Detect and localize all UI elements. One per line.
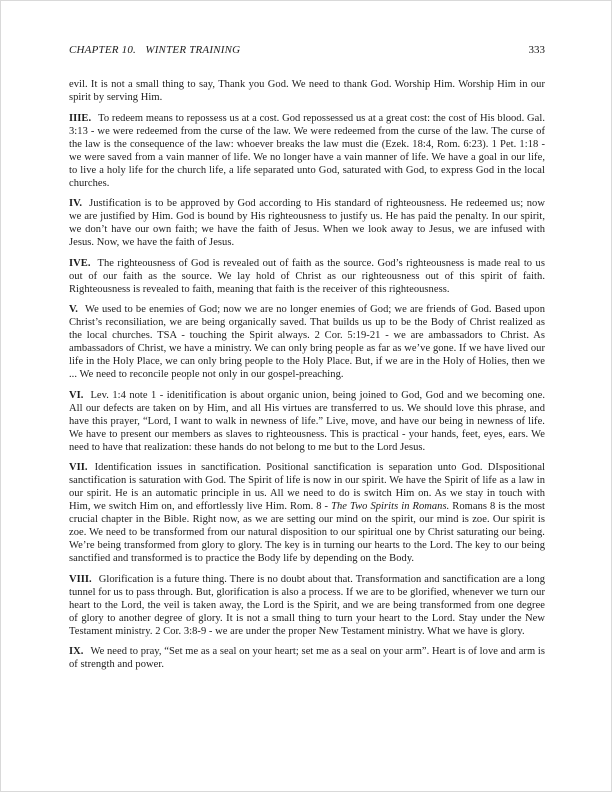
paragraph-label: IVE. [69,257,91,269]
paragraph-label: IIIE. [69,112,92,124]
paragraph-text: Lev. 1:4 note 1 - idenitification is about organic union, being joined to God, God and we becoming one. All our defects are taken on by Him, and all His virtues are transferred to us. We should love this phrase, and have this prayer, “Lord, I want to walk in newness of life.” Live, move, and have our being in newness of life. We have to present our members as slaves to righteousness. This is practical - your hands, feet, eyes, ears. We need to have that realization: these hands do not belong to me but to the Lord Jesus. [69,389,545,453]
paragraph-text: We need to pray, “Set me as a seal on your heart; set me as a seal on your arm”. Heart is of love and arm is of strength and power. [69,646,545,670]
paragraph-v [69,303,545,381]
page-body [69,78,545,671]
paragraph-ive [69,257,545,296]
paragraph-iv [69,197,545,249]
paragraph-text: To redeem means to repossess us at a cost. God repossessed us at a great cost: the cost of His blood. Gal. 3:13 - we were redeemed from the curse of the law. We were redeemed from the curse of the law. The curse of the law is the consequence of the law: whoever breaks the law must die (Ezek. 18:4, Rom. 6:23). 1 Pet. 1:18 - we were saved from a vain manner of life. We no longer have a vain manner of life. We have a goal in our life, to live a holy life for the church life, a life separated unto God, saturated with God, to express God in the local churches. [69,112,545,189]
paragraph-viii [69,573,545,638]
paragraph-text: Identification issues in sanctification. Positional sanctification is separation unto God. DIspositional sanctification is saturation with God. The Spirit of life is now in our spirit. We have the Spirit of life as a law in our spirit. He is an automatic principle in us. All we need to do is switch Him on. As we stay in touch with Him, we switch Him on, and effortlessly live Him. Rom. 8 - [69,462,545,512]
paragraph-label: VII. [69,462,88,473]
italic-book-title: The Two Spirits in Romans. [331,501,450,512]
paragraph-label: IX. [69,646,84,657]
paragraph-iiie [69,112,545,190]
paragraph-text: Romans 8 is the most crucial chapter in the Bible. Right now, as we are setting our mind on the spirit, our mind is zoe. Our spirit is zoe. We need to be transformed from our natural disposition to our spiritual one by Christ saturating our being. We’re being transformed from glory to glory. The key is in turning our hearts to the Lord. The key to our being sanctified and transformed is to practice the Body life by depending on the Body. [69,501,545,564]
running-head-chapter [69,44,240,56]
paragraph-continued [69,78,545,104]
paragraph-vii [69,461,545,565]
paragraph-text: Justification is to be approved by God according to His standard of righteousness. He redeemed us; now we are justified by Him. God is bound by His righteousness to justify us. He has paid the penalty. In our spirit, we don’t have our own faith; we have the faith of Jesus. When we look away to Jesus, we are infused with Jesus. Now, we have the faith of Jesus. [69,198,545,248]
paragraph-text: evil. It is not a small thing to say, Thank you God. We need to thank God. Worship Him. Worship Him in our spirit by serving Him. [69,79,545,103]
paragraph-ix [69,645,545,671]
paragraph-label: V. [69,304,78,315]
paragraph-vi [69,389,545,454]
paragraph-label: IV. [69,198,83,209]
paragraph-text: The righteousness of God is revealed out of faith as the source. God’s righteousness is made real to us out of our faith as the source. We lay hold of Christ as our righteousness out of this spirit of faith. Righteousness is revealed to faith, meaning that faith is the receiver of this righteousness. [69,257,545,295]
page-header [69,44,545,56]
chapter-number-label: CHAPTER 10. [69,44,136,56]
paragraph-text: Glorification is a future thing. There is no doubt about that. Transformation and sanctification are a long tunnel for us to pass through. But, glorification is also a process. If we are to be glorified, whenever we turn our heart to the Lord, the veil is taken away, the Lord is the Spirit, and we are being transformed from one degree of glory to another degree of glory. It is not a small thing to turn your heart to the Lord. Stay under the New Testament ministry. 2 Cor. 3:8-9 - we are under the proper New Testament ministry. What we have is glory. [69,573,545,637]
chapter-title-label: WINTER TRAINING [145,44,241,56]
paragraph-label: VI. [69,389,84,401]
page-number: 333 [528,44,545,56]
paragraph-label: VIII. [69,573,92,585]
paragraph-text: We used to be enemies of God; now we are no longer enemies of God; we are friends of God. Based upon Christ’s reconsiliation, we are being organically saved. That builds us up to be the Body of Christ realized as the local churches. TSA - touching the Spirit always. 2 Cor. 5:19-21 - we are ambassadors to Christ. As ambassadors of Christ, we have a ministry. We can only bring people as far as we’ve gone. If we have lived our life in the Holy Place, we can only bring people to the Holy Place. But, if we are in the Holy of Holies, then we ... We need to reconcile people not only in our gospel-preaching. [69,304,545,380]
